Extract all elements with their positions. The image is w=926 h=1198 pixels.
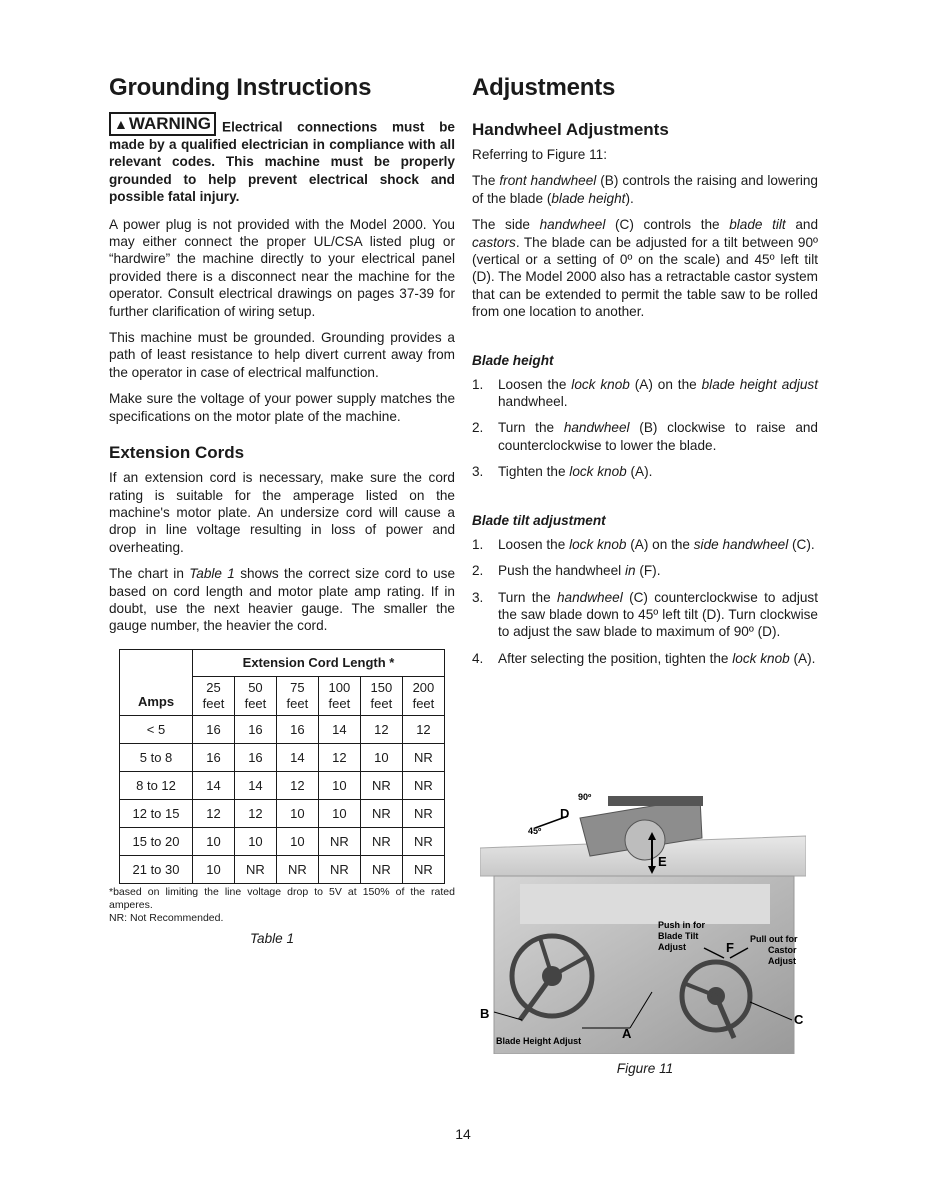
table-saw-illustration: [480, 788, 806, 1054]
amps-cell: 21 to 30: [120, 855, 193, 883]
amps-cell: 15 to 20: [120, 827, 193, 855]
gauge-cell: 12: [402, 715, 444, 743]
table-footnote-2: NR: Not Recommended.: [109, 911, 224, 924]
gauge-cell: 14: [318, 715, 360, 743]
gauge-cell: NR: [360, 799, 402, 827]
label-pull-2: Castor: [768, 945, 797, 955]
label-c: C: [794, 1012, 804, 1027]
list-item: 3. Tighten the lock knob (A).: [472, 464, 653, 480]
label-push-2: Blade Tilt: [658, 931, 699, 941]
gauge-cell: 16: [234, 715, 276, 743]
warning-triangle-icon: ▲: [114, 116, 128, 132]
label-pull-1: Pull out for: [750, 934, 798, 944]
right-column: [472, 74, 818, 676]
gauge-cell: NR: [402, 771, 444, 799]
blade-tilt-title: Blade tilt adjustment: [472, 512, 606, 528]
guard-arm: [608, 796, 703, 806]
paragraph-grounded: This machine must be grounded. Grounding provides a path of least resistance to help divert current away from the operator in case of electrical malfunction.: [109, 330, 455, 380]
length-header: Extension Cord Length *: [193, 649, 445, 676]
gauge-cell: 10: [193, 855, 235, 883]
list-item: 1. Loosen the lock knob (A) on the blade height adjust handwheel.: [472, 376, 818, 410]
label-d: D: [560, 806, 570, 821]
table-caption: Table 1: [249, 930, 295, 946]
warning-block: [109, 112, 455, 206]
list-item: 4. After selecting the position, tighten the lock knob (A).: [472, 650, 816, 666]
gauge-cell: 12: [360, 715, 402, 743]
gauge-cell: 16: [193, 715, 235, 743]
length-col-4: 150 feet: [360, 676, 402, 715]
gauge-cell: NR: [276, 855, 318, 883]
left-column: [109, 74, 455, 946]
amps-cell: < 5: [120, 715, 193, 743]
gauge-cell: 16: [234, 743, 276, 771]
gauge-cell: 12: [318, 743, 360, 771]
gauge-cell: NR: [360, 827, 402, 855]
gauge-cell: NR: [360, 855, 402, 883]
gauge-cell: 10: [360, 743, 402, 771]
label-blade-height-adjust: Blade Height Adjust: [496, 1036, 582, 1046]
paragraph-power-plug: A power plug is not provided with the Model 2000. You may either connect the proper UL/CSA listed plug or “hardwire” the machine directly to your electrical panel provided there is a disconnect near the machine for the operator. Consult electrical drawings on pages 37-39 for further clarification of wiring setup.: [109, 216, 455, 319]
table-footnote-1: *based on limiting the line voltage drop to 5V at 150% of the rated amperes.: [109, 885, 455, 911]
table-row: [120, 715, 445, 743]
handwheel-title: Handwheel Adjustments: [472, 120, 669, 139]
paragraph-side-handwheel: The side handwheel (C) controls the blade tilt and castors. The blade can be adjusted for a tilt between 90º (vertical or a setting of 0º on the scale) and 45º left tilt (D). The Model 2000 also has a retractable castor system that can be extended to permit the table saw to be rolled from one location to another.: [472, 217, 819, 320]
table-row: [120, 771, 445, 799]
amps-cell: 8 to 12: [120, 771, 193, 799]
gauge-cell: 14: [193, 771, 235, 799]
gauge-cell: NR: [402, 743, 444, 771]
label-e: E: [658, 854, 667, 869]
length-col-1: 50 feet: [234, 676, 276, 715]
gauge-cell: 12: [276, 771, 318, 799]
blade-height-title: Blade height: [472, 352, 554, 368]
adjustments-title: Adjustments: [472, 74, 616, 101]
paragraph-extension-2: The chart in Table 1 shows the correct size cord to use based on cord length and motor plate amp rating. If in doubt, use the next heavier gauge. The smaller the gauge number, the heavier the cord.: [109, 566, 456, 634]
gauge-cell: NR: [402, 827, 444, 855]
paragraph-extension-1: If an extension cord is necessary, make sure the cord rating is suitable for the amperage listed on the machine's motor plate. An undersize cord will cause a drop in line voltage resulting in loss of power and overheating.: [109, 470, 455, 555]
paragraph-front-handwheel: The front handwheel (B) controls the raising and lowering of the blade (blade height).: [472, 173, 818, 206]
label-90: 90º: [578, 792, 592, 802]
label-push-3: Adjust: [658, 942, 686, 952]
gauge-cell: 14: [234, 771, 276, 799]
gauge-cell: 10: [193, 827, 235, 855]
label-pull-3: Adjust: [768, 956, 796, 966]
gauge-cell: 16: [276, 715, 318, 743]
amps-cell: 5 to 8: [120, 743, 193, 771]
extension-cords-title: Extension Cords: [109, 443, 245, 463]
gauge-cell: 12: [234, 799, 276, 827]
blade-height-steps: [472, 376, 818, 481]
list-item: 1. Loosen the lock knob (A) on the side handwheel (C).: [472, 536, 815, 552]
label-f: F: [726, 940, 734, 955]
length-col-2: 75 feet: [276, 676, 318, 715]
paragraph-reference: Referring to Figure 11:: [472, 147, 607, 162]
table-row: [120, 827, 445, 855]
extension-cord-table: [119, 649, 445, 884]
length-col-3: 100 feet: [318, 676, 360, 715]
gauge-cell: NR: [402, 855, 444, 883]
gauge-cell: 10: [318, 771, 360, 799]
gauge-cell: 10: [276, 799, 318, 827]
grounding-title: Grounding Instructions: [109, 74, 372, 101]
gauge-cell: NR: [360, 771, 402, 799]
table-row: [120, 799, 445, 827]
page-number: 14: [455, 1126, 471, 1142]
blade-tilt-steps: [472, 536, 818, 667]
label-a: A: [622, 1026, 632, 1041]
list-item: 2. Push the handwheel in (F).: [472, 563, 661, 579]
gauge-cell: 10: [276, 827, 318, 855]
table-row: [120, 743, 445, 771]
gauge-cell: 14: [276, 743, 318, 771]
figure-11: [480, 788, 806, 1054]
amps-cell: 12 to 15: [120, 799, 193, 827]
label-45: 45º: [528, 826, 542, 836]
scale-panel: [520, 884, 770, 924]
gauge-cell: 12: [193, 799, 235, 827]
label-push-1: Push in for: [658, 920, 705, 930]
list-item: 2. Turn the handwheel (B) clockwise to raise and counterclockwise to lower the blade.: [472, 420, 818, 453]
gauge-cell: NR: [318, 855, 360, 883]
gauge-cell: 10: [318, 799, 360, 827]
figure-caption: Figure 11: [616, 1061, 674, 1076]
gauge-cell: 10: [234, 827, 276, 855]
list-item: 3. Turn the handwheel (C) counterclockwise to adjust the saw blade down to 45º left tilt (D). Turn clockwise to adjust the saw blade to maximum of 90º (D).: [472, 589, 818, 640]
length-col-0: 25 feet: [193, 676, 235, 715]
gauge-cell: NR: [318, 827, 360, 855]
table-row: [120, 855, 445, 883]
warning-badge: ▲WARNING: [109, 112, 216, 136]
gauge-cell: 16: [193, 743, 235, 771]
amps-header: Amps: [120, 649, 193, 715]
paragraph-voltage: Make sure the voltage of your power supply matches the specifications on the motor plate of the machine.: [109, 391, 455, 424]
length-col-5: 200 feet: [402, 676, 444, 715]
warning-text: Electrical connections must be made by a qualified electrician in compliance with all relevant codes. This machine must be properly grounded to help prevent electrical shock and possible fatal injury.: [109, 119, 455, 205]
label-b: B: [480, 1006, 490, 1021]
gauge-cell: NR: [402, 799, 444, 827]
gauge-cell: NR: [234, 855, 276, 883]
